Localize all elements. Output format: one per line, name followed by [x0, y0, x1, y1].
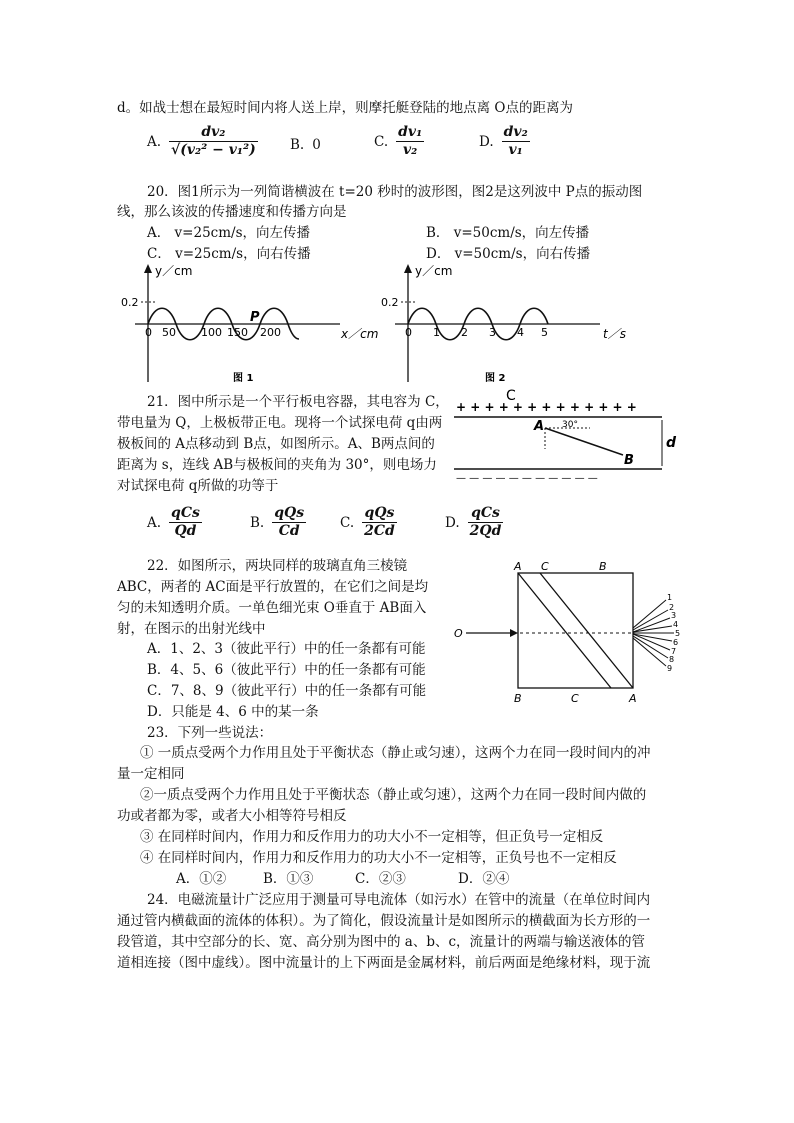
prism-face-2: [540, 573, 633, 688]
label-top-b: B: [599, 560, 607, 573]
q19-line: d。如战士想在最短时间内将人送上岸，则摩托艇登陆的地点离 O点的距离为: [117, 100, 573, 116]
q22-option-b: B．4、5、6（彼此平行）中的任一条都有可能: [147, 662, 426, 678]
incident-arrow-icon: [510, 629, 518, 637]
fig1-tick-50: 50: [162, 326, 176, 339]
q21-line2: 带电量为 Q，上极板带正电。现将一个试探电荷 q由两: [117, 415, 443, 431]
q22-line2: ABC，两者的 AC面是平行放置的，在它们之间是均: [117, 579, 429, 595]
q20-option-d: D． v=50cm/s，向右传播: [426, 246, 591, 262]
fig2-caption: 图 2: [485, 373, 506, 384]
fig1-caption: 图 1: [233, 373, 254, 384]
ray-label-1: 1: [667, 593, 673, 602]
label-top-a: A: [514, 560, 522, 573]
fig2-amp-label: 0.2: [381, 296, 399, 309]
q22-option-a: A．1、2、3（彼此平行）中的任一条都有可能: [147, 641, 426, 657]
ray-label-5: 5: [675, 629, 681, 638]
label-bottom-a: A: [629, 692, 637, 705]
q21-line3: 极板间的 A点移动到 B点，如图所示。A、B两点间的: [117, 436, 435, 452]
point-a: A: [534, 419, 545, 434]
fig1-y-arrow-icon: [144, 264, 152, 273]
q19-option-c: C. $\frac{\text{dv₁}}{\text{v₂}}$: [374, 124, 423, 158]
q21-option-a: A. $\frac{\text{qCs}}{Qd}$: [147, 505, 200, 539]
fig1-tick-200: 200: [260, 326, 281, 339]
q22-option-c: C．7、8、9（彼此平行）中的任一条都有可能: [147, 683, 427, 699]
q20-line2: 线，那么该波的传播速度和传播方向是: [117, 204, 347, 220]
q23-statement-4: ④ 在同样时间内，作用力和反作用力的功大小不一定相等，正负号也不一定相反: [140, 850, 617, 866]
q23-head: 23．下列一些说法：: [147, 725, 273, 741]
fig2-tick-5: 5: [541, 326, 548, 339]
prism-face-1: [518, 573, 611, 688]
q19-option-b: B. 0: [290, 137, 321, 153]
fig2-tick-0: 0: [405, 326, 412, 339]
q20-option-b: B． v=50cm/s，向左传播: [426, 225, 590, 241]
q24-line4: 道相连接（图中虚线）。图中流量计的上下两面是金属材料，前后两面是绝缘材料，现于流: [117, 955, 651, 971]
label-bottom-c: C: [571, 692, 579, 705]
q22-line3: 匀的未知透明介质。一单色细光束 O垂直于 AB面入: [117, 600, 427, 616]
bottom-plate-charges: — — — — — — — — — — —: [456, 473, 598, 484]
segment-ab: [545, 428, 623, 455]
exit-ray-3: [633, 618, 670, 632]
q21-option-d: D. $\frac{\text{qCs}}{2Qd}$: [445, 505, 502, 539]
fig1-amp-label: 0.2: [121, 296, 139, 309]
ray-label-8: 8: [669, 655, 675, 664]
fig2-y-label: y／cm: [415, 264, 453, 278]
q21-line1: 21．图中所示是一个平行板电容器，其电容为 C，: [147, 394, 449, 410]
q24-line1: 24．电磁流量计广泛应用于测量可导电流体（如污水）在管中的流量（在单位时间内: [147, 892, 651, 908]
angle-label: 30°: [562, 420, 578, 430]
fig1-tick-150: 150: [227, 326, 248, 339]
q23-statement-1b: 量一定相同: [117, 766, 185, 782]
q20-line1: 20．图1所示为一列简谐横波在 t=20 秒时的波形图，图2是这列波中 P点的振动图: [147, 184, 643, 200]
fig1-tick-100: 100: [201, 326, 222, 339]
q23-option-d: D．②④: [458, 871, 510, 887]
q23-option-b: B．①③: [263, 871, 314, 887]
ray-label-6: 6: [673, 638, 679, 647]
ray-label-2: 2: [669, 603, 675, 612]
q22-option-d: D．只能是 4、6 中的某一条: [147, 704, 319, 720]
fig1-x-label: x／cm: [341, 327, 379, 341]
fig2-y-arrow-icon: [404, 264, 412, 273]
ray-label-3: 3: [671, 611, 677, 620]
ray-label-4: 4: [673, 620, 679, 629]
q20-figure-1: [115, 262, 395, 387]
capacitor-label: C: [506, 388, 516, 404]
gap-label: d: [666, 435, 677, 451]
q23-statement-1a: ① 一质点受两个力作用且处于平衡状态（静止或匀速），这两个力在同一段时间内的冲: [140, 745, 651, 761]
q21-line5: 对试探电荷 q所做的功等于: [117, 478, 279, 494]
q19-option-d: D. $\frac{\text{dv₂}}{\text{v₁}}$: [479, 124, 528, 158]
label-bottom-b: B: [514, 692, 522, 705]
q24-line2: 通过管内横截面的流体的体积）。为了简化，假设流量计是如图所示的横截面为长方形的一: [117, 913, 651, 929]
point-b: B: [624, 453, 634, 468]
fig2-tick-2: 2: [461, 326, 468, 339]
q22-line1: 22．如图所示，两块同样的玻璃直角三棱镜: [147, 558, 408, 574]
q21-option-b: B. $\frac{\text{qQs}}{Cd}$: [250, 505, 305, 539]
source-label: O: [454, 627, 463, 640]
q23-option-a: A．①②: [176, 871, 227, 887]
prism-outline: [518, 573, 633, 688]
fig1-y-label: y／cm: [155, 264, 193, 278]
q21-capacitor-figure: [440, 383, 685, 488]
fig2-x-label: t／s: [603, 327, 626, 341]
q23-statement-3: ③ 在同样时间内，作用力和反作用力的功大小不一定相等，但正负号一定相反: [140, 829, 604, 845]
fig2-tick-1: 1: [433, 326, 440, 339]
fig1-tick-0: 0: [145, 326, 152, 339]
q22-line4: 射，在图示的出射光线中: [117, 621, 266, 637]
q21-option-c: C. $\frac{\text{qQs}}{2Cd}$: [340, 505, 395, 539]
q20-figure-2: [375, 262, 637, 387]
q19-option-a-fraction: $\frac{\text{dv₂}}{\text{√(v₂² − v₁²)}}$: [171, 124, 256, 158]
fig2-tick-4: 4: [517, 326, 524, 339]
fig2-tick-3: 3: [489, 326, 496, 339]
label-top-c: C: [541, 560, 549, 573]
q22-prism-figure: [448, 558, 688, 708]
ray-label-7: 7: [671, 647, 677, 656]
ray-label-9: 9: [667, 664, 673, 673]
q23-statement-2b: 功或者都为零，或者大小相等符号相反: [117, 808, 347, 824]
q23-option-c: C．②③: [355, 871, 406, 887]
top-plate-charges: + + + + + + + + + + + + +: [456, 400, 637, 414]
q20-option-a: A． v=25cm/s，向左传播: [147, 225, 310, 241]
exit-ray-9: [633, 638, 666, 666]
q24-line3: 段管道，其中空部分的长、宽、高分别为图中的 a、b、c，流量计的两端与输送液体的管: [117, 934, 646, 950]
q19-option-a: A. $\frac{\text{dv₂}}{\text{√(v₂² − v₁²)}}$: [147, 124, 256, 158]
q23-statement-2a: ②一质点受两个力作用且处于平衡状态（静止或匀速），这两个力在同一段时间内做的: [140, 787, 647, 803]
fig1-point-p: P: [250, 310, 260, 325]
q20-option-c: C． v=25cm/s，向右传播: [147, 246, 311, 262]
exit-rays: [633, 600, 677, 666]
q21-line4: 距离为 s，连线 AB与极板间的夹角为 30°，则电场力: [117, 457, 437, 473]
